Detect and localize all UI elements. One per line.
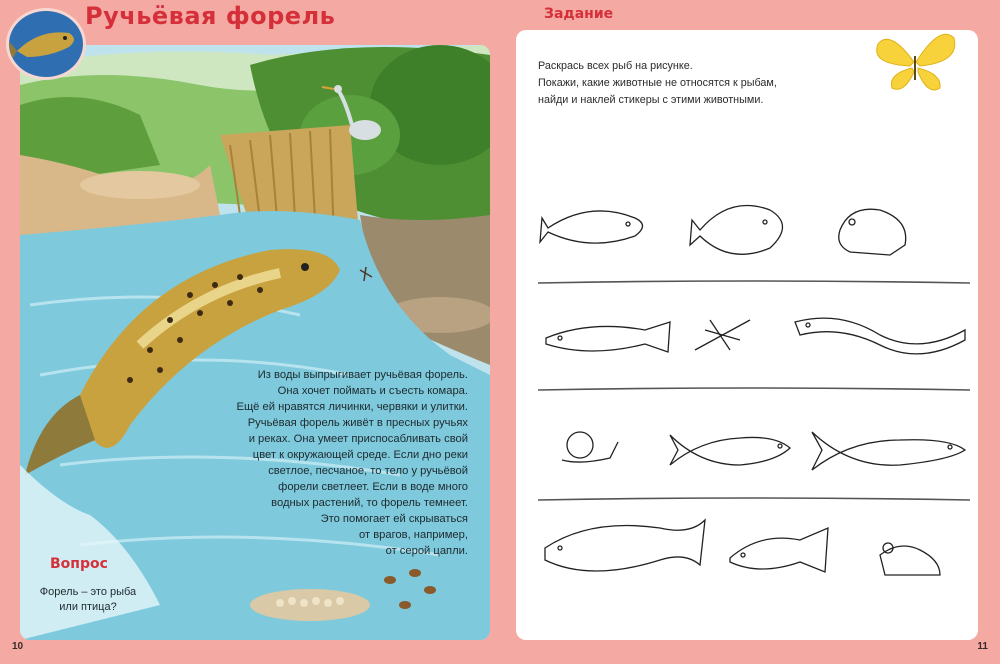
story-line: Она хочет поймать и съесть комара. — [277, 385, 468, 397]
duck-outline-icon — [880, 543, 940, 575]
right-page — [500, 0, 1000, 664]
task-instructions — [538, 58, 828, 109]
fish-outline-icon — [730, 528, 828, 572]
animal-lineup — [500, 180, 1000, 610]
story-line: от серой цапли. — [385, 545, 468, 557]
story-line: цвет к окружающей среде. Если дно реки — [252, 449, 468, 461]
instruction-line: найди и наклей стикеры с этими животными. — [538, 94, 764, 106]
story-line: водных растений, то форель темнеет. — [271, 497, 468, 509]
fish-outline-icon — [545, 520, 705, 571]
story-line: Ручьёвая форель живёт в пресных ручьях — [247, 417, 468, 429]
story-line: и реках. Она умеет приспосабливать свой — [248, 433, 468, 445]
story-line: Из воды выпрыгивает ручьёвая форель. — [257, 369, 468, 381]
story-line: светлое, песчаное, то тело у ручьёвой — [268, 465, 468, 477]
fish-outline-icon — [670, 435, 790, 465]
page-number-right: 11 — [977, 641, 988, 652]
question-title: Вопрос — [50, 556, 108, 572]
question-line: или птица? — [59, 601, 117, 613]
story-line: от врагов, например, — [359, 529, 468, 541]
question-line: Форель – это рыба — [39, 586, 137, 598]
task-title: Задание — [544, 6, 614, 22]
story-line: Ещё ей нравятся личинки, червяки и улитки. — [236, 401, 468, 413]
fish-outline-icon — [540, 211, 643, 243]
frog-outline-icon — [839, 209, 906, 255]
fish-outline-icon — [546, 322, 670, 352]
trout-badge-icon — [6, 8, 86, 80]
instruction-line: Покажи, какие животные не относятся к рыбам, — [538, 77, 777, 89]
question-text — [33, 585, 143, 615]
butterfly-icon — [870, 24, 960, 99]
eel-outline-icon — [795, 318, 965, 354]
fish-outline-icon — [690, 206, 783, 255]
fish-outline-icon — [812, 432, 965, 470]
water-strider-outline-icon — [695, 320, 750, 350]
page-title: Ручьёвая форель — [85, 2, 336, 30]
story-line: Это помогает ей скрываться — [320, 513, 468, 525]
story-text — [218, 367, 468, 559]
snail-outline-icon — [562, 432, 618, 462]
story-line: форели светлеет. Если в воде много — [278, 481, 468, 493]
instruction-line: Раскрась всех рыб на рисунке. — [538, 60, 693, 72]
page-number-left: 10 — [12, 641, 24, 652]
